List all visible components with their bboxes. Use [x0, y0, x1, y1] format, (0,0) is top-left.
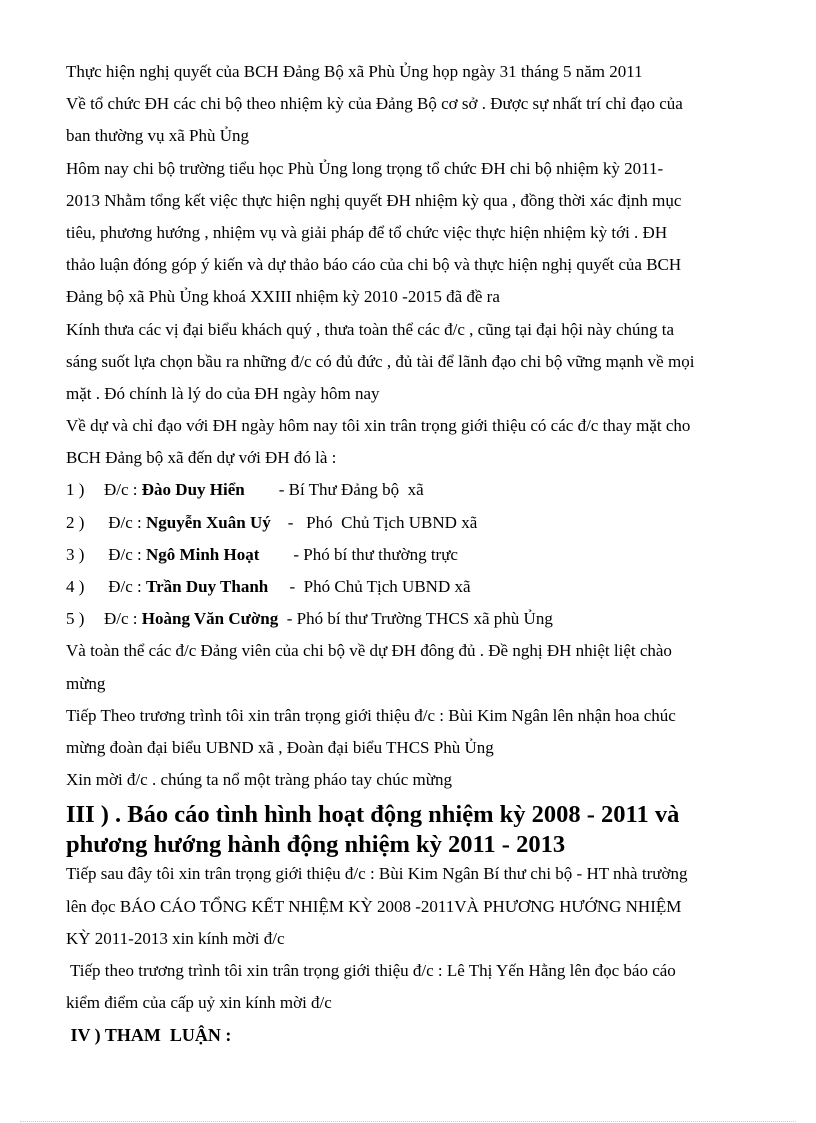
text-line: kiểm điểm của cấp uỷ xin kính mời đ/c	[66, 993, 332, 1013]
delegate-number: 3 )	[66, 544, 85, 564]
delegate-prefix: Đ/c :	[104, 512, 147, 532]
delegate-item	[66, 603, 782, 635]
text-line: thảo luận đóng góp ý kiến và dự thảo báo cáo của chi bộ và thực hiện nghị quyết của BCH	[66, 255, 682, 275]
text-line: Đảng bộ xã Phù Ủng khoá XXIII nhiệm kỳ 2010 -2015 đã đề ra	[66, 287, 500, 307]
text-line: lên đọc BÁO CÁO TỔNG KẾT NHIỆM KỲ 2008 -2011VÀ PHƯƠNG HƯỚNG NHIỆM	[66, 896, 682, 916]
delegate-number: 1 )	[66, 480, 85, 500]
delegate-item	[66, 507, 782, 539]
delegate-name: Ngô Minh Hoạt	[146, 544, 260, 564]
text-line: ban thường vụ xã Phù Ủng	[66, 126, 249, 146]
text-line: Kính thưa các vị đại biểu khách quý , thưa toàn thể các đ/c , cũng tại đại hội này chúng ta	[66, 319, 675, 339]
delegate-name: Trần Duy Thanh	[146, 577, 269, 596]
page-bottom-divider	[20, 1121, 796, 1122]
delegate-name: Đào Duy Hiển	[141, 480, 245, 500]
text-line: Về dự và chỉ đạo với ĐH ngày hôm nay tôi xin trân trọng giới thiệu có các đ/c thay mặt cho	[66, 416, 691, 436]
section-3-heading	[66, 800, 782, 860]
delegate-name: Nguyễn Xuân Uý	[146, 512, 271, 532]
delegate-number: 4 )	[66, 577, 85, 596]
text-line: Tiếp theo trương trình tôi xin trân trọng giới thiệu đ/c : Lê Thị Yến Hằng lên đọc báo cáo	[66, 960, 676, 980]
text-line: Tiếp sau đây tôi xin trân trọng giới thiệu đ/c : Bùi Kim Ngân Bí thư chi bộ - HT nhà trường	[66, 864, 688, 884]
section-3-body	[66, 858, 782, 1019]
opening-paragraph	[66, 56, 782, 474]
text-line: Tiếp Theo trương trình tôi xin trân trọng giới thiệu đ/c : Bùi Kim Ngân lên nhận hoa chúc	[66, 705, 676, 725]
delegate-list	[66, 474, 782, 635]
section-heading-line: III ) . Báo cáo tình hình hoạt động nhiệm kỳ 2008 - 2011 và	[66, 801, 680, 829]
delegate-number: 2 )	[66, 512, 85, 532]
delegate-item	[66, 571, 782, 603]
delegate-role: - Phó bí thư Trường THCS xã phù Ủng	[278, 609, 553, 629]
text-line: BCH Đảng bộ xã đến dự với ĐH đó là :	[66, 448, 337, 468]
delegate-item	[66, 539, 782, 571]
delegate-prefix: Đ/c :	[104, 609, 142, 629]
delegate-number: 5 )	[66, 609, 85, 629]
section-heading-line: phương hướng hành động nhiệm kỳ 2011 - 2013	[66, 831, 566, 859]
text-line: mừng	[66, 673, 106, 693]
welcome-paragraph	[66, 635, 782, 796]
text-line: Và toàn thể các đ/c Đảng viên của chi bộ về dự ĐH đông đủ . Đề nghị ĐH nhiệt liệt chào	[66, 641, 672, 661]
delegate-name: Hoàng Văn Cường	[141, 609, 279, 629]
text-line: tiêu, phương hướng , nhiệm vụ và giải pháp để tổ chức việc thực hiện nhiệm kỳ tới . ĐH	[66, 222, 668, 242]
text-line: KỲ 2011-2013 xin kính mời đ/c	[66, 928, 285, 948]
document-page	[66, 56, 782, 1051]
delegate-prefix: Đ/c :	[104, 480, 142, 500]
section-4-heading: IV ) THAM LUẬN :	[66, 1025, 232, 1046]
text-line: Về tổ chức ĐH các chi bộ theo nhiệm kỳ của Đảng Bộ cơ sở . Được sự nhất trí chỉ đạo của	[66, 94, 683, 114]
delegate-item	[66, 474, 782, 506]
text-line: Hôm nay chi bộ trường tiểu học Phù Ủng long trọng tổ chức ĐH chi bộ nhiệm kỳ 2011-	[66, 158, 664, 178]
text-line: Xin mời đ/c . chúng ta nổ một tràng pháo tay chúc mừng	[66, 770, 452, 790]
text-line: mặt . Đó chính là lý do của ĐH ngày hôm nay	[66, 383, 380, 403]
text-line: sáng suốt lựa chọn bầu ra những đ/c có đủ đức , đủ tài để lãnh đạo chi bộ vững mạnh về mọi	[66, 351, 695, 371]
delegate-prefix: Đ/c :	[104, 577, 147, 596]
delegate-role: - Phó Chủ Tịch UBND xã	[270, 512, 478, 532]
delegate-role: - Phó Chủ Tịch UBND xã	[268, 577, 471, 596]
text-line: Thực hiện nghị quyết của BCH Đảng Bộ xã Phù Ủng họp ngày 31 tháng 5 năm 2011	[66, 62, 643, 81]
delegate-prefix: Đ/c :	[104, 544, 147, 564]
text-line: 2013 Nhằm tổng kết việc thực hiện nghị quyết ĐH nhiệm kỳ qua , đồng thời xác định mục	[66, 190, 682, 210]
delegate-role: - Phó bí thư thường trực	[259, 544, 458, 564]
text-line: mừng đoàn đại biểu UBND xã , Đoàn đại biểu THCS Phù Ủng	[66, 737, 494, 757]
delegate-role: - Bí Thư Đảng bộ xã	[244, 480, 424, 500]
